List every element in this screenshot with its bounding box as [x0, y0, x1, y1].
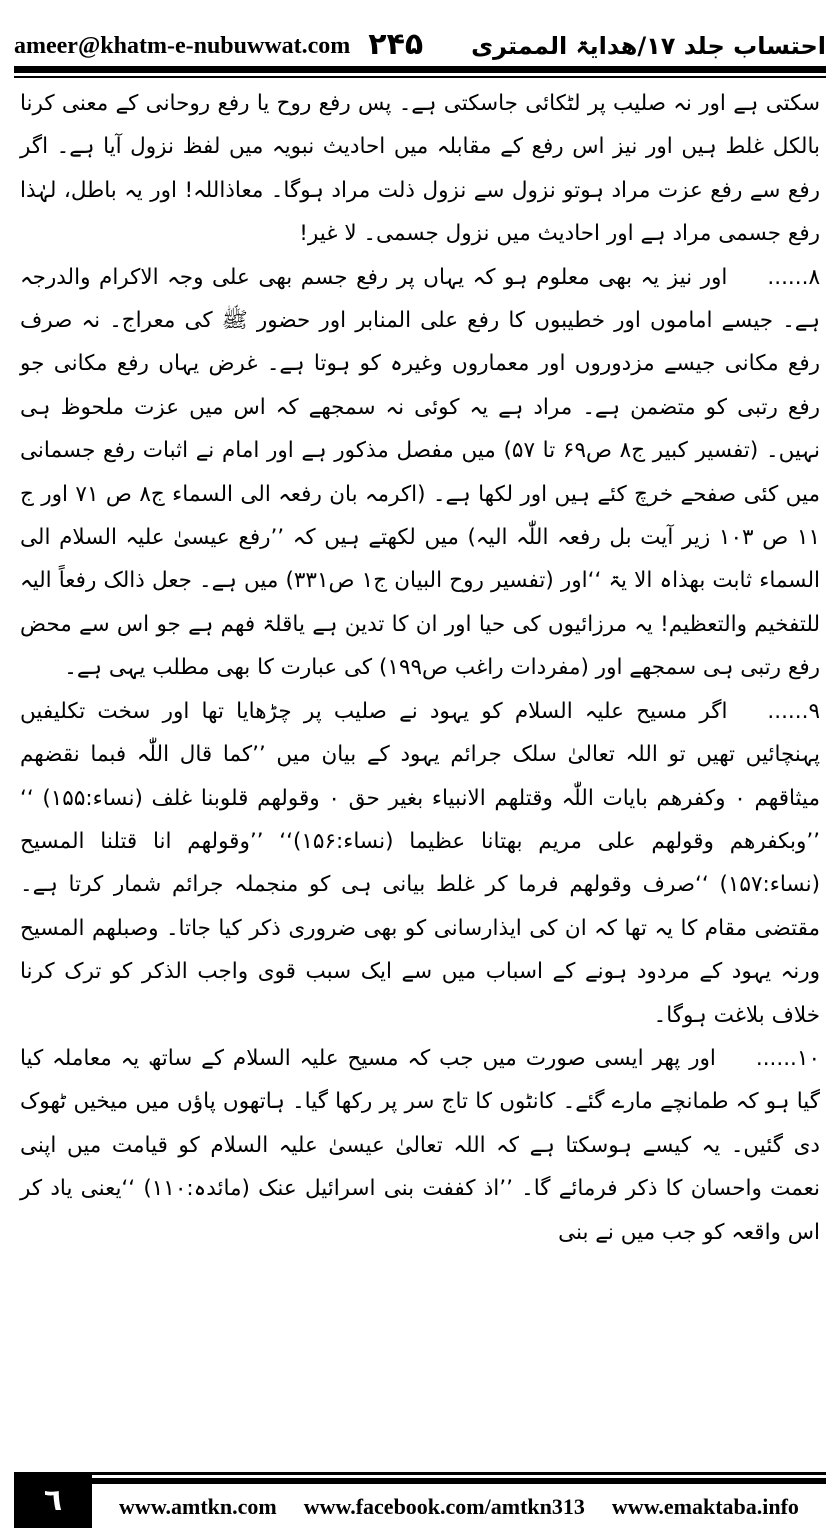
page-body — [20, 82, 820, 1442]
footer-links-bar — [92, 1472, 826, 1528]
footer-link-emaktaba[interactable]: www.emaktaba.info — [611, 1494, 799, 1519]
paragraph-text: اور نیز یہ بھی معلوم ہو کہ یہاں پر رفع جسم بھی علی وجہ الاکرام والدرجہ ہے۔ جیسے اماموں اور خطیبوں کا رفع علی المنابر اور حضور ﷺ کی معراج۔ نہ صرف رفع مکانی جیسے مزدوروں اور معماروں وغیرہ کو ہوتا ہے۔ غرض یہاں رفع مکانی جو رفع رتبی کو متضمن ہے۔ مراد ہے یہ کوئی نہ سمجھے کہ اس میں عزت ملحوظ ہی نہیں۔ (تفسیر کبیر ج۸ ص۶۹ تا ۵۷) میں مفصل مذکور ہے اور امام نے اثبات رفع جسمانی میں کئی صفحے خرچ کئے ہیں اور لکھا ہے۔ (اکرمہ بان رفعہ الی السماء ج۸ ص ۷۱ اور ج ۱۱ ص ۱۰۳ زیر آیت بل رفعہ اللّٰہ الیہ) میں لکھتے ہیں کہ ’’رفع عیسیٰ علیہ السلام الی السماء ثابت بھذاہ الا یۃ ‘‘اور (تفسیر روح البیان ج۱ ص۳۳۱) میں ہے۔ جعل ذالک رفعاً الیہ للتفخیم والتعظیم! یہ مرزائیوں کی حیا اور ان کا تدین ہے یاقلۃ فھم ہے جو اس سے محض رفع رتبی ہی سمجھے اور (مفردات راغب ص۱۹۹) کی عبارت کا بھی مطلب یہی ہے۔ — [20, 264, 821, 681]
footer-rule — [92, 1472, 826, 1475]
paragraph-8 — [20, 256, 820, 690]
paragraph-9 — [20, 690, 820, 1037]
paragraph-number: ۱۰...... — [755, 1045, 820, 1071]
footer-page-number: ٦ — [14, 1472, 92, 1528]
header-email: ameer@khatm-e-nubuwwat.com — [14, 33, 351, 59]
footer-link-amtkn[interactable]: www.amtkn.com — [119, 1494, 277, 1519]
paragraph-number: ۸...... — [767, 264, 820, 290]
footer-rule-thick — [92, 1478, 826, 1484]
paragraph-10 — [20, 1037, 820, 1254]
footer-link-facebook[interactable]: www.facebook.com/amtkn313 — [303, 1494, 585, 1519]
page-footer — [14, 1472, 826, 1528]
paragraph-text: سکتی ہے اور نہ صلیب پر لٹکائی جاسکتی ہے۔ پس رفع روح یا رفع روحانی کے معنی کرنا بالکل غلط ہیں اور نیز اس رفع کے مقابلہ میں احادیث نبویہ میں لفظ نزول آیا ہے۔ اگر رفع سے رفع عزت مراد ہوتو نزول سے نزول ذلت مراد ہوگا۔ معاذاللہ! اور یہ باطل، لہٰذا رفع جسمی مراد ہے اور احادیث میں نزول جسمی۔ لا غیر! — [20, 91, 820, 247]
footer-links — [92, 1488, 826, 1526]
header-book-title: احتساب جلد ۱۷/هدایۃ الممتری — [471, 32, 826, 60]
paragraph-text: اگر مسیح علیہ السلام کو یہود نے صلیب پر چڑھایا تھا اور سخت تکلیفیں پہنچائیں تھیں تو اللہ تعالیٰ سلک جرائم یہود کے بیان میں ’’کما قال اللّٰہ فبما نقضھم میثاقھم ۰ وکفرھم بایات اللّٰہ وقتلھم الانبیاء بغیر حق ۰ وقولھم قلوبنا غلف (نساء:۱۵۵) ‘‘ ’’وبکفرھم وقولھم علی مریم بھتانا عظیما (نساء:۱۵۶)‘‘ ’’وقولھم انا قتلنا المسیح (نساء:۱۵۷) ‘‘صرف وقولھم فرما کر غلط بیانی ہی کو منجملہ جرائم شمار کرتا ہے۔ مقتضی مقام کا یہ تھا کہ ان کی ایذارسانی کو بھی ضروری ذکر کیا جاتا۔ وصبلھم المسیح ورنہ یہود کے مردود ہونے کے اسباب میں سے ایک سبب قوی واجب الذکر کو ترک کرنا خلاف بلاغت ہوگا۔ — [20, 698, 821, 1028]
header-rule-thin — [14, 76, 826, 78]
page-header — [14, 12, 826, 60]
paragraph-intro — [20, 82, 820, 256]
paragraph-text: اور پھر ایسی صورت میں جب کہ مسیح علیہ السلام کے ساتھ یہ معاملہ کیا گیا ہو کہ طمانچے مارے گئے۔ کانٹوں کا تاج سر پر رکھا گیا۔ ہاتھوں پاؤں میں میخیں ٹھوک دی گئیں۔ یہ کیسے ہوسکتا ہے کہ اللہ تعالیٰ عیسیٰ علیہ السلام کو قیامت میں اپنی نعمت واحسان کا ذکر فرمائے گا۔ ’’اذ کففت بنی اسرائیل عنک (مائدہ:۱۱۰) ‘‘یعنی یاد کر اس واقعہ کو جب میں نے بنی — [20, 1045, 821, 1245]
header-page-number: ۲۴۵ — [368, 27, 424, 62]
paragraph-number: ۹...... — [767, 698, 820, 724]
header-left — [14, 27, 424, 62]
header-rule-thick — [14, 66, 826, 73]
